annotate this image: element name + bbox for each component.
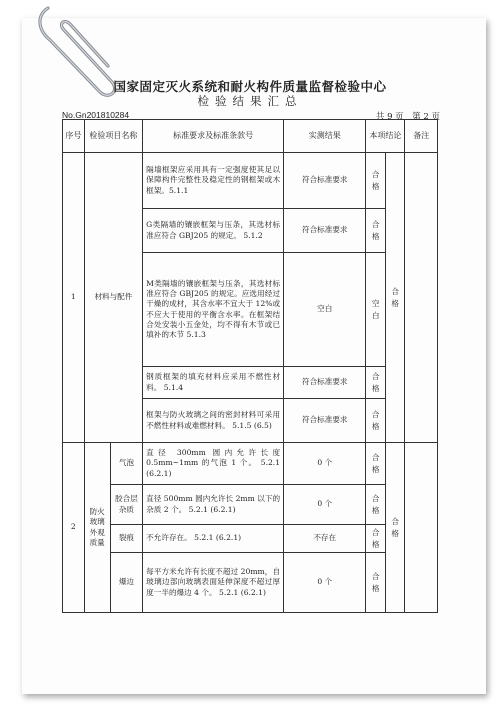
result-cell: 符合标准要求 — [284, 367, 366, 399]
report-title: 国家固定灭火系统和耐火构件质量监督检验中心 — [113, 79, 387, 94]
result-cell: 符合标准要求 — [284, 209, 366, 253]
col-seq: 序号 — [63, 120, 85, 153]
conclusion-cell: 空白 — [366, 253, 386, 367]
conclusion-cell: 合格 — [366, 485, 386, 525]
standard-cell: 框架与防火玻璃之间的密封材料可采用不燃性材料或难燃材料。 5.1.5 (6.5) — [143, 399, 284, 443]
sub-item-cell: 胶合层杂质 — [110, 485, 143, 525]
table-header — [63, 120, 438, 153]
remark-cell — [405, 443, 438, 613]
standard-cell: 直径 300mm 圆内允许长度 0.5mm~1mm 的气泡 1 个。 5.2.1 (6.2.1) — [143, 443, 284, 485]
standard-cell: 钢质框架的填充材料应采用不燃性材料。 5.1.4 — [143, 367, 284, 399]
conclusion-cell: 合格 — [366, 153, 386, 209]
sub-item-cell: 气泡 — [110, 443, 143, 485]
col-item: 检验项目名称 — [84, 120, 143, 153]
standard-cell: M类隔墙的镶嵌框架与压条，其选材标准应符合 GBJ205 的规定。应选用经过干燥的成材，其含水率不宜大于 12%或不应大于使用的平衡含水率。在框架结合处安装小五金处，均不得有木节或已填补的木节 5.1.3 — [143, 253, 284, 367]
page-info: 共 9 页 第 2 页 — [375, 112, 440, 122]
conclusion-cell: 合格 — [366, 367, 386, 399]
table-row — [63, 485, 438, 525]
col-conclusion: 本项结论 — [366, 120, 405, 153]
group-item: 材料与配件 — [84, 153, 143, 443]
conclusion-cell: 合格 — [366, 553, 386, 613]
report-subtitle: 检验结果汇总 — [197, 94, 303, 108]
conclusion-cell: 合格 — [366, 525, 386, 553]
results-table — [62, 119, 438, 613]
table-row — [63, 525, 438, 553]
standard-cell: 直径 500mm 圆内允许长 2mm 以下的杂质 2 个。 5.2.1 (6.2.1) — [143, 485, 284, 525]
conclusion-cell: 合格 — [366, 443, 386, 485]
standard-cell: G类隔墙的镶嵌框架与压条，其选材标准应符合 GBJ205 的规定。 5.1.2 — [143, 209, 284, 253]
standard-cell: 每平方米允许有长度不超过 20mm，自玻璃边部向玻璃表面延伸深度不超过厚度一半的爆边 4 个。 5.2.1 (6.2.1) — [143, 553, 284, 613]
result-cell: 0 个 — [284, 485, 366, 525]
result-cell: 不存在 — [284, 525, 366, 553]
group-conclusion: 合格 — [385, 443, 405, 613]
result-cell: 符合标准要求 — [284, 153, 366, 209]
sub-item-cell: 裂痕 — [110, 525, 143, 553]
group-conclusion: 合格 — [385, 153, 405, 443]
result-cell: 空白 — [284, 253, 366, 367]
sub-item-cell: 爆边 — [110, 553, 143, 613]
result-cell: 符合标准要求 — [284, 399, 366, 443]
table-row — [63, 553, 438, 613]
group-item: 防火玻璃外观质量 — [84, 443, 110, 613]
conclusion-cell: 合格 — [366, 399, 386, 443]
table-row — [63, 443, 438, 485]
result-cell: 0 个 — [284, 553, 366, 613]
conclusion-cell: 合格 — [366, 209, 386, 253]
result-cell: 0 个 — [284, 443, 366, 485]
document-number: No.Gn201810284 — [62, 110, 130, 120]
col-remark: 备注 — [405, 120, 438, 153]
remark-cell — [405, 153, 438, 443]
standard-cell: 不允许存在。 5.2.1 (6.2.1) — [143, 525, 284, 553]
group-seq: 1 — [63, 153, 85, 443]
group-seq: 2 — [63, 443, 85, 613]
table-row — [63, 153, 438, 209]
standard-cell: 隔墙框架应采用具有一定强度使其足以保障构件完整性及稳定性的钢框架或木框架。5.1.1 — [143, 153, 284, 209]
col-result: 实测结果 — [284, 120, 366, 153]
col-standard: 标准要求及标准条款号 — [143, 120, 284, 153]
